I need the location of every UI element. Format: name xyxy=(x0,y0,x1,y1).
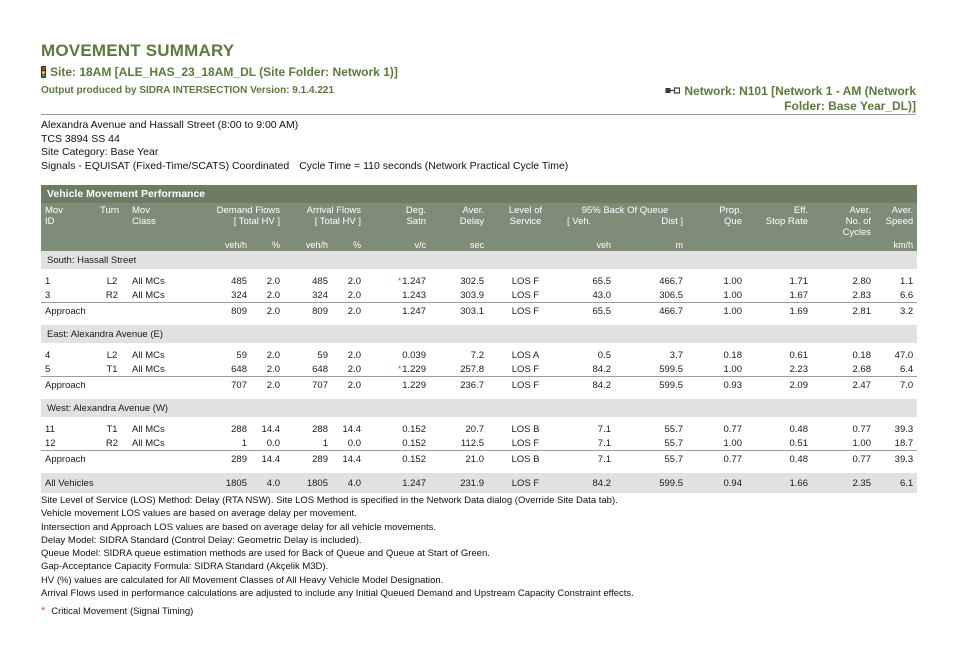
unit-demand-hv: % xyxy=(251,238,284,251)
cell-mov-id: 12 xyxy=(45,437,56,449)
cell-dem-total: 1805 xyxy=(194,473,251,493)
note-line: Gap-Acceptance Capacity Formula: SIDRA Standard (Akçelik M3D). xyxy=(41,561,329,573)
cell-arr-total: 809 xyxy=(284,303,332,321)
legend-text: Critical Movement (Signal Timing) xyxy=(51,606,194,617)
network-label-line1: Network: N101 [Network 1 - AM (Network xyxy=(684,84,916,98)
cell-q-dist: 599.5 xyxy=(659,363,683,375)
cell-cycles: 0.77 xyxy=(812,451,875,469)
cell-deg: 0.152 xyxy=(402,437,426,449)
cell-deg: 0.152 xyxy=(402,423,426,435)
col-level-of-service: Level of Service xyxy=(488,203,563,238)
approach-section-row xyxy=(41,251,917,269)
cell-los: LOS F xyxy=(511,289,540,301)
cell-eff: 0.48 xyxy=(746,451,812,469)
cell-arr-total: 289 xyxy=(284,451,332,469)
cell-turn: T1 xyxy=(106,363,118,375)
cell-mov-id: 3 xyxy=(45,289,51,301)
cycle-time: Cycle Time = 110 seconds (Network Practical Cycle Time) xyxy=(299,159,569,172)
cell-mov-class: All MCs xyxy=(132,275,165,287)
critical-star-icon: * xyxy=(397,363,402,374)
cell-cycles: 2.81 xyxy=(812,303,875,321)
cell-delay: 257.8 xyxy=(460,363,484,375)
cell-speed: 39.3 xyxy=(875,451,917,469)
table-caption-row xyxy=(41,185,917,203)
cell-mov-class: All MCs xyxy=(132,423,165,435)
cell-prop: 1.00 xyxy=(723,275,742,287)
signals-info xyxy=(41,160,568,174)
cell-mov-id: 1 xyxy=(45,275,51,287)
cell-mov-class: All MCs xyxy=(132,437,165,449)
cell-speed: 6.4 xyxy=(899,363,914,375)
table-row xyxy=(41,288,917,303)
cell-q-veh: 65.5 xyxy=(563,303,615,321)
cell-prop: 0.93 xyxy=(687,377,746,395)
cell-q-veh: 0.5 xyxy=(597,349,611,361)
cell-los: LOS F xyxy=(511,363,540,375)
note-line: Intersection and Approach LOS values are based on average delay for all vehicle movements. xyxy=(41,521,437,533)
network-heading xyxy=(616,84,916,114)
critical-star-icon: * xyxy=(41,605,46,617)
cell-los: LOS F xyxy=(488,473,563,493)
approach-row xyxy=(41,303,917,321)
cell-dem-hv: 4.0 xyxy=(251,473,284,493)
note-line: Delay Model: SIDRA Standard (Control Delay: Geometric Delay is included). xyxy=(41,534,362,546)
cell-q-dist: 599.5 xyxy=(615,377,687,395)
page-title: MOVEMENT SUMMARY xyxy=(41,41,235,60)
cell-turn: R2 xyxy=(105,289,119,301)
cell-q-veh: 7.1 xyxy=(563,451,615,469)
unit-arrival-hv: % xyxy=(332,238,365,251)
cell-dem-total: 648 xyxy=(231,363,247,375)
cell-arr-hv: 2.0 xyxy=(347,289,361,301)
cell-dem-hv: 14.4 xyxy=(251,451,284,469)
cell-cycles: 0.77 xyxy=(852,423,871,435)
cell-turn: L2 xyxy=(106,275,118,287)
cell-delay: 303.9 xyxy=(460,289,484,301)
critical-star-icon: * xyxy=(397,275,402,286)
vehicle-movement-table xyxy=(41,185,917,493)
site-info xyxy=(41,119,568,173)
cell-prop: 0.94 xyxy=(687,473,746,493)
cell-deg: 0.152 xyxy=(365,451,430,469)
cell-arr-total: 324 xyxy=(312,289,328,301)
cell-los: LOS B xyxy=(488,451,563,469)
cell-q-veh: 7.1 xyxy=(597,437,611,449)
note-line: HV (%) values are calculated for All Movement Classes of All Heavy Vehicle Model Designation. xyxy=(41,574,444,586)
cell-mov-class: All MCs xyxy=(132,289,165,301)
cell-q-veh: 65.5 xyxy=(592,275,611,287)
cell-q-veh: 84.2 xyxy=(563,473,615,493)
cell-arr-hv: 2.0 xyxy=(347,349,361,361)
cell-los: LOS F xyxy=(511,437,540,449)
cell-eff: 1.69 xyxy=(746,303,812,321)
cell-los: LOS A xyxy=(511,349,540,361)
cell-delay: 302.5 xyxy=(460,275,484,287)
cell-los: LOS F xyxy=(488,303,563,321)
col-eff-stop-rate: Eff. Stop Rate xyxy=(746,203,812,238)
col-mov-id: Mov ID xyxy=(41,203,96,238)
table-row xyxy=(41,422,917,436)
cell-mov-class: All MCs xyxy=(132,363,165,375)
col-demand-flows: Demand Flows [ Total HV ] xyxy=(194,203,284,238)
cell-turn: R2 xyxy=(105,437,119,449)
cell-q-dist: 466.7 xyxy=(659,275,683,287)
site-category: Site Category: Base Year xyxy=(41,146,159,158)
cell-delay: 7.2 xyxy=(470,349,484,361)
cell-mov-id: 5 xyxy=(45,363,51,375)
traffic-signal-icon xyxy=(41,66,46,78)
approach-label: Approach xyxy=(41,451,194,469)
cell-q-veh: 84.2 xyxy=(563,377,615,395)
cell-dem-hv: 2.0 xyxy=(266,349,280,361)
cell-prop: 0.77 xyxy=(723,423,742,435)
approach-name: South: Hassall Street xyxy=(41,251,917,269)
cell-arr-total: 648 xyxy=(312,363,328,375)
legend xyxy=(41,605,193,617)
network-label-line2: Folder: Base Year_DL)] xyxy=(784,99,916,114)
site-label: Site: 18AM [ALE_HAS_23_18AM_DL (Site Folder: Network 1)] xyxy=(50,65,398,79)
approach-section-row xyxy=(41,325,917,343)
unit-speed: km/h xyxy=(875,238,917,251)
col-arrival-flows: Arrival Flows [ Total HV ] xyxy=(284,203,365,238)
cell-deg: 1.247 xyxy=(365,303,430,321)
col-aver-delay: Aver. Delay xyxy=(430,203,488,238)
cell-dem-total: 289 xyxy=(194,451,251,469)
cell-cycles: 0.18 xyxy=(852,349,871,361)
cell-deg xyxy=(365,274,430,288)
cell-los: LOS F xyxy=(488,377,563,395)
approach-row xyxy=(41,377,917,395)
cell-dem-hv: 0.0 xyxy=(266,437,280,449)
cell-cycles: 2.68 xyxy=(852,363,871,375)
deg-value: 1.247 xyxy=(402,275,426,287)
cell-dem-total: 324 xyxy=(231,289,247,301)
cell-cycles: 2.35 xyxy=(812,473,875,493)
note-line: Queue Model: SIDRA queue estimation methods are used for Back of Queue and Queue at Start of Green. xyxy=(41,548,490,560)
cell-eff: 2.23 xyxy=(789,363,808,375)
cell-dem-total: 707 xyxy=(194,377,251,395)
cell-prop: 1.00 xyxy=(723,437,742,449)
cell-prop: 1.00 xyxy=(723,363,742,375)
cell-dem-total: 485 xyxy=(231,275,247,287)
cell-arr-hv: 2.0 xyxy=(347,275,361,287)
cell-dem-hv: 2.0 xyxy=(251,303,284,321)
cell-delay: 303.1 xyxy=(430,303,488,321)
cell-dem-hv: 2.0 xyxy=(266,289,280,301)
table-row xyxy=(41,362,917,377)
cell-delay: 20.7 xyxy=(465,423,484,435)
cell-arr-total: 707 xyxy=(284,377,332,395)
cell-q-dist: 3.7 xyxy=(669,349,683,361)
col-mov-class: Mov Class xyxy=(128,203,194,238)
cell-prop: 0.77 xyxy=(687,451,746,469)
site-tcs: TCS 3894 SS 44 xyxy=(41,132,120,145)
cell-dem-total: 288 xyxy=(231,423,247,435)
cell-arr-hv: 2.0 xyxy=(332,303,365,321)
note-line: Vehicle movement LOS values are based on average delay per movement. xyxy=(41,508,357,520)
signals-method: Signals - EQUISAT (Fixed-Time/SCATS) Coordinated xyxy=(41,159,290,172)
note-line: Arrival Flows used in performance calculations are adjusted to include any Initial Queued Demand and Upstream Capacity Constraint effects. xyxy=(41,588,634,600)
deg-value: 1.229 xyxy=(402,363,426,375)
cell-arr-hv: 4.0 xyxy=(332,473,365,493)
cell-dem-total: 809 xyxy=(194,303,251,321)
cell-q-veh: 7.1 xyxy=(597,423,611,435)
cell-q-veh: 84.2 xyxy=(592,363,611,375)
cell-arr-hv: 14.4 xyxy=(332,451,365,469)
cell-cycles: 2.80 xyxy=(852,275,871,287)
cell-cycles: 2.47 xyxy=(812,377,875,395)
cell-deg: 1.243 xyxy=(402,289,426,301)
table-caption: Vehicle Movement Performance xyxy=(41,185,917,203)
cell-dem-hv: 2.0 xyxy=(266,363,280,375)
cell-q-dist: 55.7 xyxy=(664,423,683,435)
cell-mov-id: 4 xyxy=(45,349,51,361)
site-location: Alexandra Avenue and Hassall Street (8:00 to 9:00 AM) xyxy=(41,119,299,131)
col-turn: Turn xyxy=(96,203,128,238)
cell-eff: 1.67 xyxy=(789,289,808,301)
cell-deg: 1.229 xyxy=(365,377,430,395)
table-header-row xyxy=(41,203,917,238)
cell-cycles: 1.00 xyxy=(852,437,871,449)
cell-arr-total: 59 xyxy=(317,349,328,361)
site-heading xyxy=(41,65,398,79)
cell-prop: 1.00 xyxy=(723,289,742,301)
all-vehicles-label: All Vehicles xyxy=(41,473,194,493)
cell-dem-hv: 2.0 xyxy=(266,275,280,287)
cell-turn: T1 xyxy=(106,423,118,435)
cell-speed: 47.0 xyxy=(894,349,914,361)
cell-delay: 112.5 xyxy=(460,437,484,449)
approach-name: East: Alexandra Avenue (E) xyxy=(41,325,917,343)
cell-dem-hv: 2.0 xyxy=(251,377,284,395)
network-icon xyxy=(665,84,680,99)
unit-deg: v/c xyxy=(365,238,430,251)
cell-speed: 18.7 xyxy=(894,437,914,449)
table-units-row xyxy=(41,238,917,251)
cell-speed: 1.1 xyxy=(899,275,914,287)
cell-mov-id: 11 xyxy=(45,423,55,435)
cell-arr-hv: 0.0 xyxy=(347,437,361,449)
cell-dem-total: 59 xyxy=(236,349,247,361)
cell-dem-total: 1 xyxy=(241,437,247,449)
cell-arr-total: 1 xyxy=(322,437,328,449)
header-divider xyxy=(41,114,916,115)
cell-mov-class: All MCs xyxy=(132,349,165,361)
cell-q-dist: 306.5 xyxy=(659,289,683,301)
table-row xyxy=(41,348,917,362)
cell-delay: 231.9 xyxy=(430,473,488,493)
cell-deg: 1.247 xyxy=(365,473,430,493)
cell-arr-total: 1805 xyxy=(284,473,332,493)
col-back-of-queue: 95% Back Of Queue [ Veh. Dist ] xyxy=(563,203,687,238)
cell-eff: 2.09 xyxy=(746,377,812,395)
cell-eff: 0.48 xyxy=(789,423,808,435)
all-vehicles-row xyxy=(41,473,917,493)
cell-speed: 3.2 xyxy=(875,303,917,321)
cell-speed: 6.1 xyxy=(875,473,917,493)
approach-label: Approach xyxy=(41,303,194,321)
cell-cycles: 2.83 xyxy=(852,289,871,301)
note-line: Site Level of Service (LOS) Method: Delay (RTA NSW). Site LOS Method is specified in the Network Data dialog (Override Site Data tab). xyxy=(41,495,618,506)
table-row xyxy=(41,436,917,451)
cell-arr-total: 485 xyxy=(312,275,328,287)
col-prop-que: Prop. Que xyxy=(687,203,746,238)
cell-dem-hv: 14.4 xyxy=(261,423,280,435)
cell-delay: 236.7 xyxy=(430,377,488,395)
cell-arr-total: 288 xyxy=(312,423,328,435)
cell-turn: L2 xyxy=(106,349,118,361)
cell-arr-hv: 2.0 xyxy=(347,363,361,375)
approach-label: Approach xyxy=(41,377,194,395)
approach-section-row xyxy=(41,399,917,417)
cell-eff: 1.71 xyxy=(789,275,808,287)
cell-los: LOS B xyxy=(511,423,540,435)
cell-q-dist: 55.7 xyxy=(664,437,683,449)
table-row xyxy=(41,274,917,288)
cell-eff: 0.51 xyxy=(789,437,808,449)
unit-demand-total: veh/h xyxy=(194,238,251,251)
cell-speed: 7.0 xyxy=(875,377,917,395)
unit-queue-veh: veh xyxy=(563,238,615,251)
approach-row xyxy=(41,451,917,469)
cell-speed: 6.6 xyxy=(899,289,914,301)
cell-q-dist: 466.7 xyxy=(615,303,687,321)
col-deg-satn: Deg. Satn xyxy=(365,203,430,238)
cell-prop: 1.00 xyxy=(687,303,746,321)
cell-arr-hv: 2.0 xyxy=(332,377,365,395)
unit-queue-dist: m xyxy=(615,238,687,251)
col-aver-cycles: Aver. No. of Cycles xyxy=(812,203,875,238)
cell-eff: 0.61 xyxy=(789,349,808,361)
cell-q-veh: 43.0 xyxy=(592,289,611,301)
cell-deg: 0.039 xyxy=(402,349,426,361)
cell-eff: 1.66 xyxy=(746,473,812,493)
cell-delay: 21.0 xyxy=(430,451,488,469)
unit-delay: sec xyxy=(430,238,488,251)
cell-q-dist: 55.7 xyxy=(615,451,687,469)
cell-speed: 39.3 xyxy=(894,423,914,435)
cell-deg xyxy=(365,362,430,377)
col-aver-speed: Aver. Speed xyxy=(875,203,917,238)
output-version: Output produced by SIDRA INTERSECTION Version: 9.1.4.221 xyxy=(41,85,335,96)
cell-los: LOS F xyxy=(511,275,540,287)
approach-name: West: Alexandra Avenue (W) xyxy=(41,399,917,417)
cell-prop: 0.18 xyxy=(723,349,742,361)
cell-q-dist: 599.5 xyxy=(615,473,687,493)
notes-block xyxy=(41,494,634,600)
cell-arr-hv: 14.4 xyxy=(342,423,361,435)
unit-arrival-total: veh/h xyxy=(284,238,332,251)
